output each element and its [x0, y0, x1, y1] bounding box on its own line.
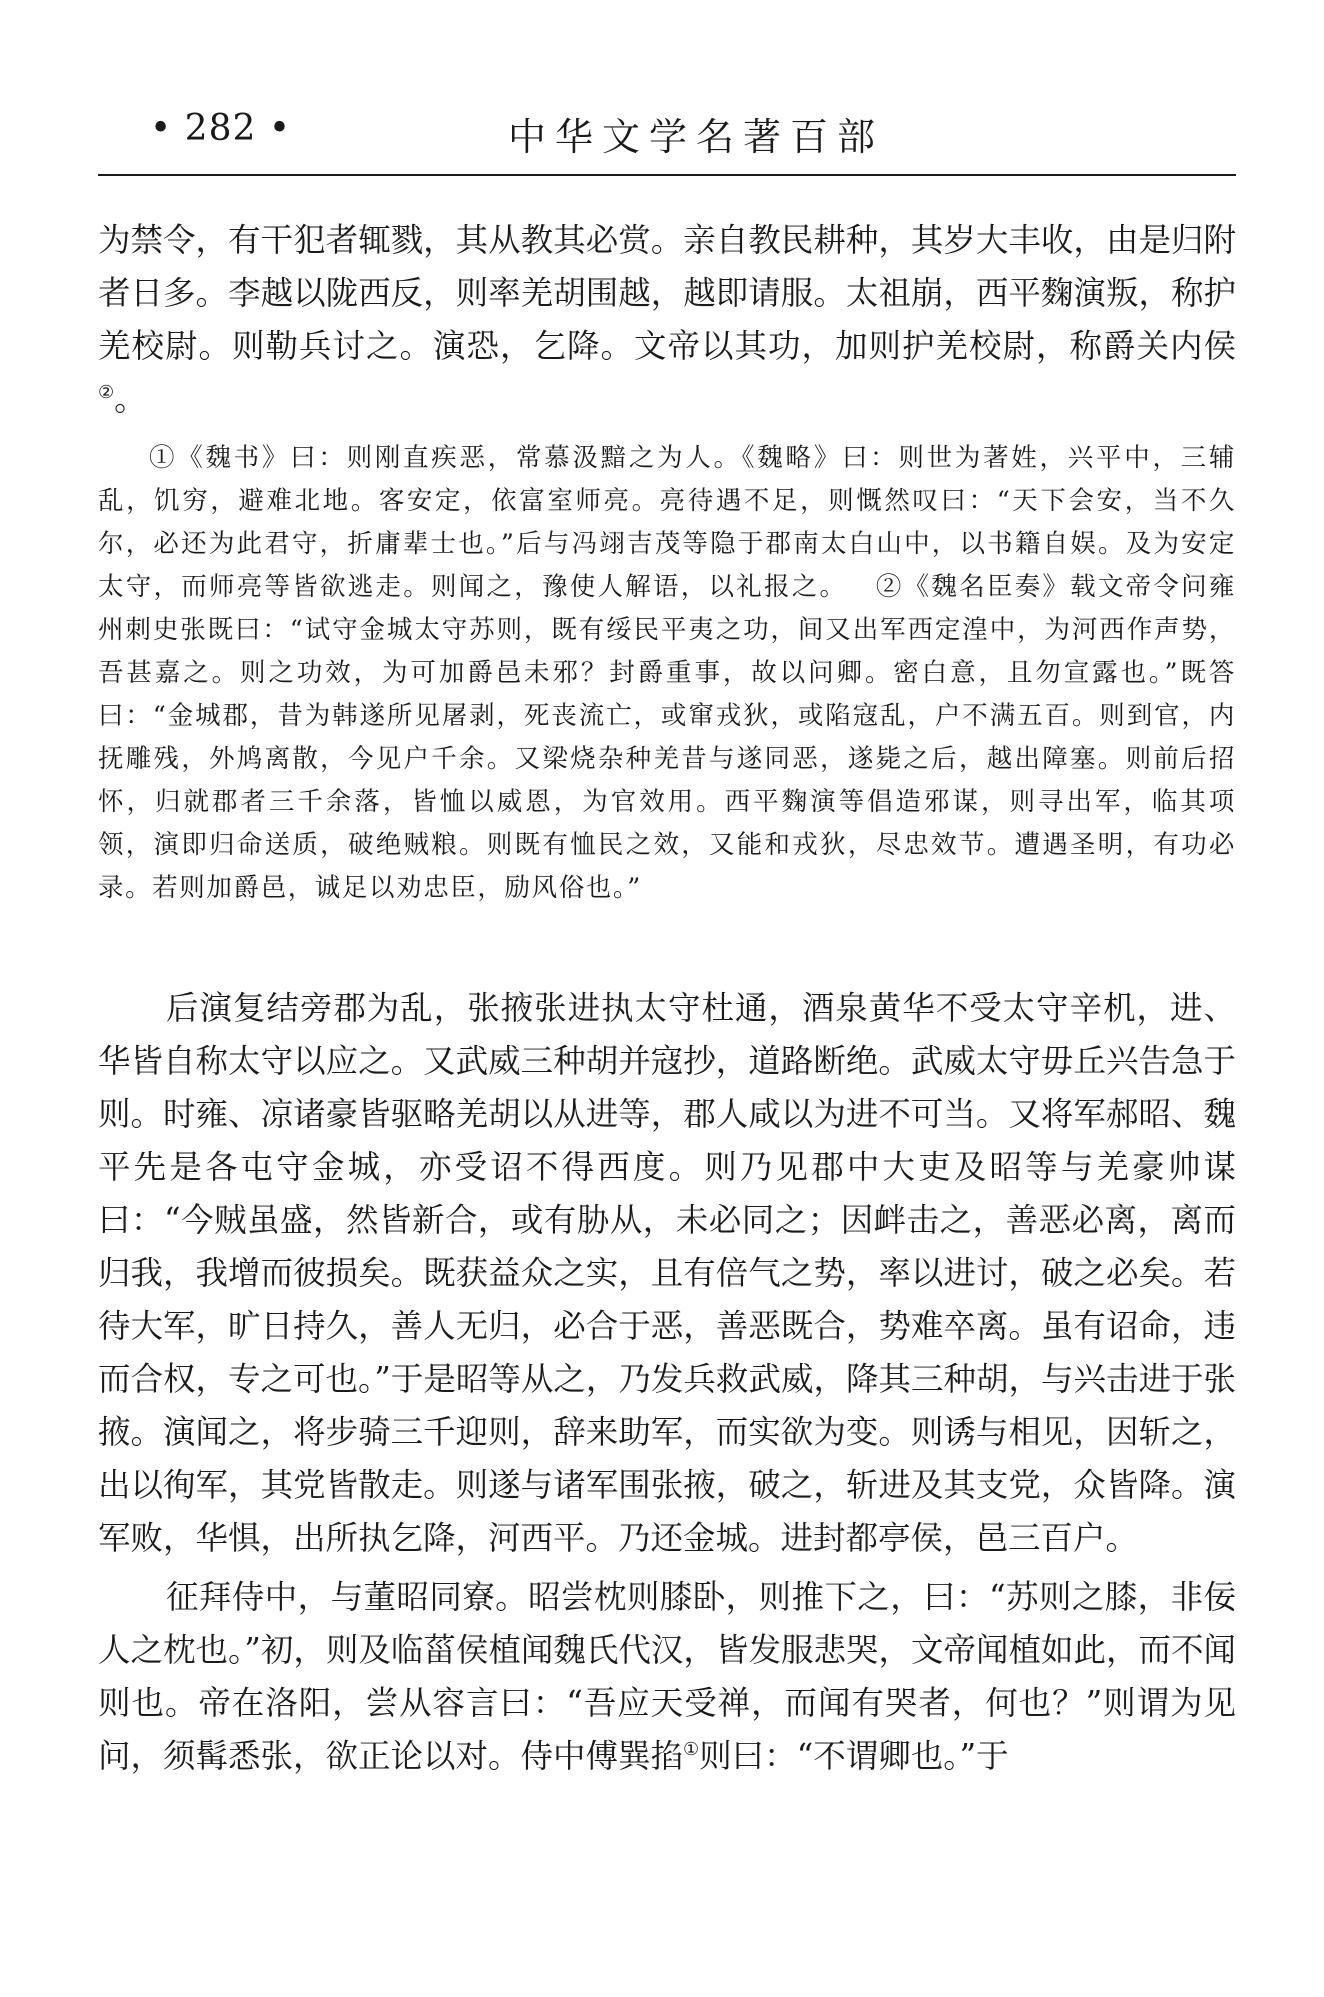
- footnote-marker: ①: [683, 1739, 700, 1761]
- annotation-block: [98, 437, 1236, 910]
- body-text-end: 则曰：“不谓卿也。”于: [699, 1737, 1009, 1775]
- annotation-note-2: ②《魏名臣奏》载文帝令问雍州刺史张既曰：“试守金城太守苏则，既有绥民平夷之功，间又出军西定湟中，为河西作声势，吾甚嘉之。则之功效，为可加爵邑未邪？封爵重事，故以问卿。密白意，且勿宣露也。”既答曰：“金城郡，昔为韩遂所见屠剥，死丧流亡，或窜戎狄，或陷寇乱，户不满五百。则到官，内抚雕残，外鸠离散，今见户千余。又梁烧杂种羌昔与遂同恶，遂毙之后，越出障塞。则前后招怀，归就郡者三千余落，皆恤以威恩，为官效用。西平麴演等倡造邪谋，则寻出军，临其项领，演即归命送质，破绝贼粮。则既有恤民之效，又能和戎狄，尽忠效节。遭遇圣明，有功必录。若则加爵邑，诚足以劝忠臣，励风俗也。”: [98, 572, 1236, 903]
- footnote-marker: ②: [98, 382, 115, 404]
- body-paragraph-2: 后演复结旁郡为乱，张掖张进执太守杜通，酒泉黄华不受太守辛机，进、华皆自称太守以应之。又武威三种胡并寇抄，道路断绝。武威太守毋丘兴告急于则。时雍、凉诸豪皆驱略羌胡以从进等，郡人咸以为进不可当。又将军郝昭、魏平先是各屯守金城，亦受诏不得西度。则乃见郡中大吏及昭等与羌豪帅谋曰：“今贼虽盛，然皆新合，或有胁从，未必同之；因衅击之，善恶必离，离而归我，我增而彼损矣。既获益众之实，且有倍气之势，率以进讨，破之必矣。若待大军，旷日持久，善人无归，必合于恶，善恶既合，势难卒离。虽有诏命，违而合权，专之可也。”于是昭等从之，乃发兵救武威，降其三种胡，与兴击进于张掖。演闻之，将步骑三千迎则，辞来助军，而实欲为变。则诱与相见，因斩之，出以徇军，其党皆散走。则遂与诸军围张掖，破之，斩进及其支党，众皆降。演军败，华惧，出所执乞降，河西平。乃还金城。进封都亭侯，邑三百户。: [98, 989, 1236, 1557]
- body-text: 征拜侍中，与董昭同寮。昭尝枕则膝卧，则推下之，曰：“苏则之膝，非佞人之枕也。”初，则及临菑侯植闻魏氏代汉，皆发服悲哭，文帝闻植如此，而不闻则也。帝在洛阳，尝从容言曰：“吾应天受禅，而闻有哭者，何也？”则谓为见问，须髯悉张，欲正论以对。侍中傅巽掐: [98, 1578, 1236, 1775]
- book-page: [98, 0, 1236, 1783]
- body-paragraph-3: [98, 1571, 1236, 1783]
- page-number: • 282 •: [150, 108, 292, 149]
- body-text: 为禁令，有干犯者辄戮，其从教其必赏。亲自教民耕种，其岁大丰收，由是归附者日多。李越以陇西反，则率羌胡围越，越即请服。太祖崩，西平麴演叛，称护羌校尉。则勒兵讨之。演恐，乞降。文帝以其功，加则护羌校尉，称爵关内侯: [98, 221, 1236, 365]
- body-paragraph-top: [98, 214, 1236, 426]
- body-text-end: 。: [114, 380, 147, 418]
- annotation-paragraph: [98, 437, 1236, 910]
- book-title: 中华文学名著百部: [508, 115, 885, 159]
- page-header: [98, 0, 1236, 176]
- annotation-note-1: ①《魏书》曰：则刚直疾恶，常慕汲黯之为人。《魏略》曰：则世为著姓，兴平中，三辅乱，饥穷，避难北地。客安定，依富室师亮。亮待遇不足，则慨然叹曰：“天下会安，当不久尔，必还为此君守，折庸辈士也。”后与冯翊吉茂等隐于郡南太白山中，以书籍自娱。及为安定太守，而师亮等皆欲逃走。则闻之，豫使人解语，以礼报之。: [98, 443, 1236, 602]
